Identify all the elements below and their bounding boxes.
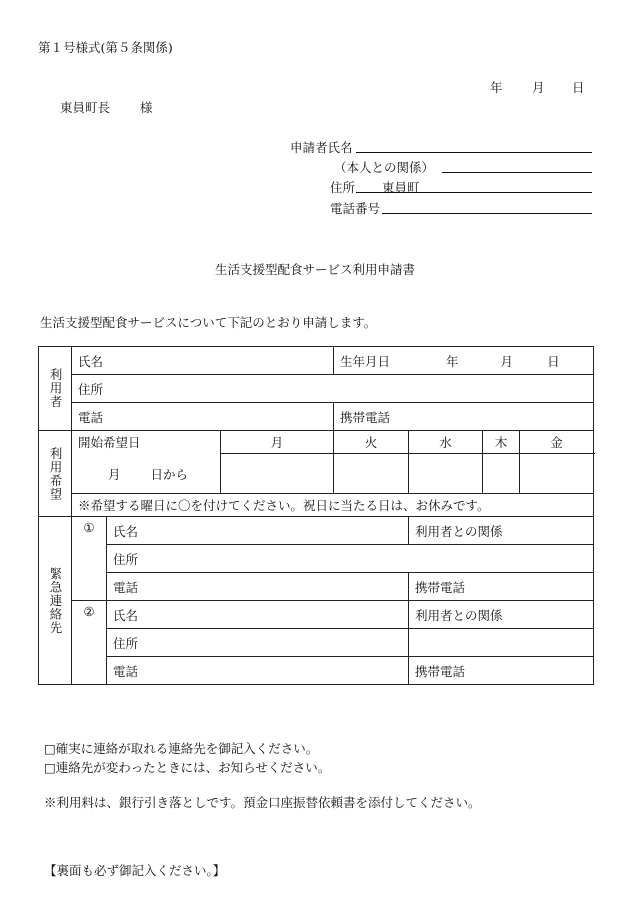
day-slot-fri[interactable]: [520, 454, 594, 494]
wish-note: ※希望する曜日に〇を付けてください。祝日に当たる日は、お休みです。: [72, 494, 594, 517]
contact-2-name-label: 氏名: [113, 607, 139, 623]
contact-1-name-cell[interactable]: [107, 517, 409, 545]
contact-1-phone-label: 電話: [113, 579, 139, 595]
contact-1-number: ①: [72, 517, 107, 601]
contact-2-address-label: 住所: [113, 635, 139, 651]
contact-1-address-label: 住所: [113, 551, 139, 567]
user-birth-label: 生年月日: [340, 353, 391, 369]
wish-section-header: 利用希望: [39, 431, 72, 517]
page-title: 生活支援型配食サービス利用申請書: [214, 262, 415, 277]
user-name-cell[interactable]: [72, 347, 334, 375]
applicant-relation-label: （本人との関係）: [334, 160, 435, 175]
user-mobile-cell[interactable]: [334, 403, 594, 431]
user-name-label: 氏名: [78, 353, 104, 369]
addressee-name: 東員町長: [60, 100, 111, 115]
contact-2-address-cell[interactable]: [107, 629, 409, 657]
note-contact-reliable: □確実に連絡が取れる連絡先を御記入ください。: [44, 741, 319, 756]
applicant-phone-label: 電話番号: [330, 201, 381, 216]
applicant-phone-line[interactable]: [382, 213, 592, 214]
contact-2-mobile-cell[interactable]: [409, 657, 594, 685]
user-mobile-label: 携帯電話: [340, 409, 391, 425]
contact-2-name-cell[interactable]: [107, 601, 409, 629]
contact-1-mobile-cell[interactable]: [409, 573, 594, 601]
emergency-section-header: 緊急連絡先: [39, 517, 72, 685]
date-day-label: 日: [572, 80, 585, 95]
addressee-honorific: 様: [140, 100, 153, 115]
start-date-label: 開始希望日: [78, 435, 141, 450]
contact-1-mobile-label: 携帯電話: [415, 579, 466, 595]
contact-2-phone-cell[interactable]: [107, 657, 409, 685]
user-address-label: 住所: [78, 381, 104, 397]
contact-2-relation-cell[interactable]: [409, 601, 594, 629]
note-contact-change: □連絡先が変わったときには、お知らせください。: [44, 760, 331, 775]
contact-2-relation-label: 利用者との関係: [415, 607, 503, 623]
day-slot-mon[interactable]: [221, 454, 334, 494]
start-month-label: 月: [108, 467, 121, 482]
start-day-label: 日から: [150, 467, 189, 482]
user-birth-cell[interactable]: 生年月日 年 月 日: [334, 347, 594, 375]
fee-note: ※利用料は、銀行引き落としです。預金口座振替依頼書を添付してください。: [44, 795, 481, 810]
contact-1-address-cell[interactable]: [107, 545, 594, 573]
applicant-name-line[interactable]: [356, 152, 592, 153]
user-phone-label: 電話: [78, 409, 104, 425]
day-header-tue: 火: [334, 431, 409, 454]
contact-1-relation-cell[interactable]: [409, 517, 594, 545]
day-header-thu: 木: [483, 431, 520, 454]
day-slot-tue[interactable]: [334, 454, 409, 494]
user-section-header: 利用者: [39, 347, 72, 431]
contact-2-number: ②: [72, 601, 107, 685]
contact-1-phone-cell[interactable]: [107, 573, 409, 601]
intro-text: 生活支援型配食サービスについて下記のとおり申請します。: [40, 315, 377, 330]
reverse-side-note: 【裏面も必ず御記入ください。】: [44, 863, 226, 878]
day-header-mon: 月: [221, 431, 334, 454]
day-slot-thu[interactable]: [483, 454, 520, 494]
day-slot-wed[interactable]: [409, 454, 483, 494]
application-table: [38, 346, 594, 685]
date-month-label: 月: [532, 80, 545, 95]
form-number: 第１号様式(第５条関係): [38, 40, 173, 55]
start-date-cell[interactable]: [72, 431, 221, 494]
date-year-label: 年: [490, 80, 503, 95]
day-header-wed: 水: [409, 431, 483, 454]
user-address-cell[interactable]: [72, 375, 594, 403]
applicant-relation-line[interactable]: [442, 172, 592, 173]
contact-2-phone-label: 電話: [113, 663, 139, 679]
contact-1-name-label: 氏名: [113, 523, 139, 539]
applicant-address-label: 住所: [330, 180, 356, 195]
user-phone-cell[interactable]: [72, 403, 334, 431]
contact-2-address-extra-cell[interactable]: [409, 629, 594, 657]
applicant-name-label: 申請者氏名: [290, 140, 353, 155]
contact-1-relation-label: 利用者との関係: [415, 523, 503, 539]
day-header-fri: 金: [520, 431, 594, 454]
contact-2-mobile-label: 携帯電話: [415, 663, 466, 679]
applicant-address-town: 東員町: [382, 180, 420, 195]
